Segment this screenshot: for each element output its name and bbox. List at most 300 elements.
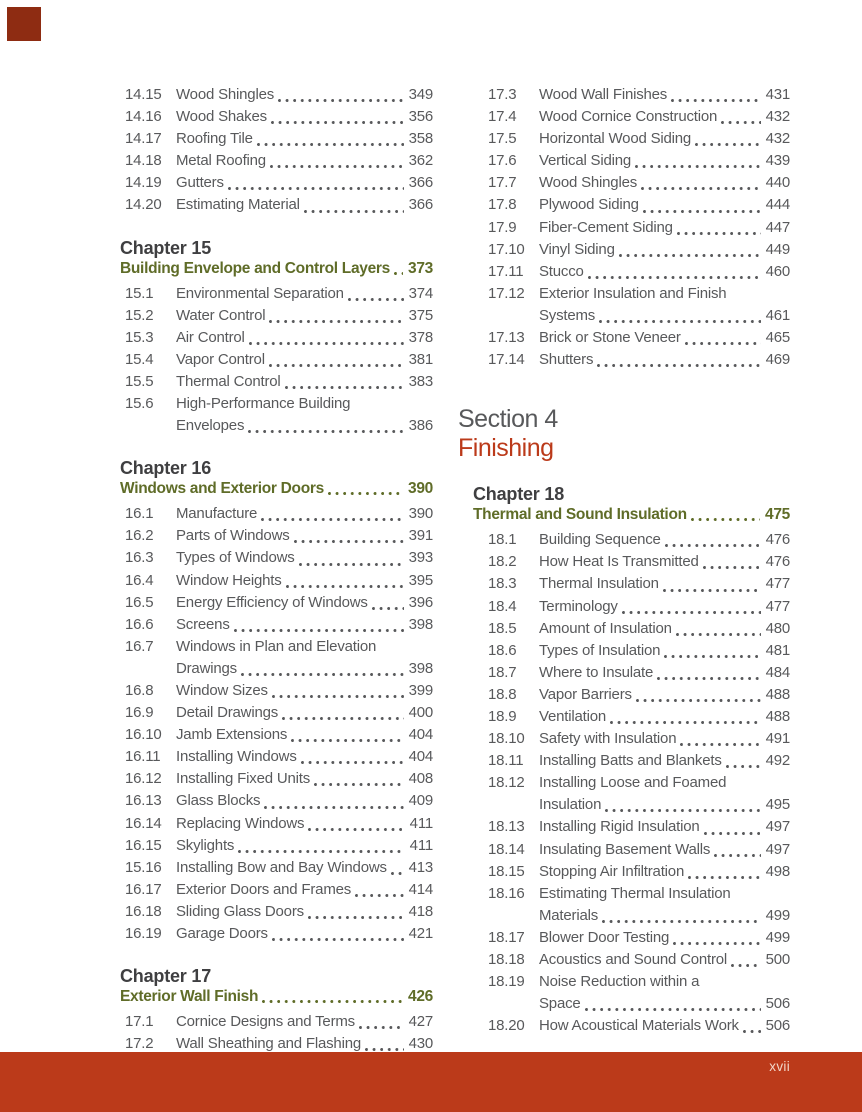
entry-line	[539, 1015, 790, 1037]
entry-body	[176, 813, 433, 835]
toc-entry	[125, 570, 433, 592]
leader-dots	[357, 1011, 406, 1033]
entry-body	[176, 1011, 433, 1033]
entry-list	[473, 84, 790, 371]
leader-dots	[662, 640, 762, 662]
entry-line	[176, 503, 433, 525]
entry-title: Detail Drawings	[176, 704, 279, 722]
leader-dots	[586, 261, 763, 283]
entry-number: 16.9	[125, 704, 154, 722]
entry-body	[176, 790, 433, 812]
toc-entry	[125, 194, 433, 216]
entry-number: 15.4	[125, 350, 154, 368]
entry-line	[176, 570, 433, 592]
entry-page: 497	[765, 840, 790, 858]
entry-title: Brick or Stone Veneer	[539, 329, 681, 347]
entry-line	[539, 349, 790, 371]
chapter-page: 390	[408, 480, 433, 498]
entry-page: 476	[765, 531, 790, 549]
entry-title: Roofing Tile	[176, 130, 253, 148]
entry-line	[176, 702, 433, 724]
chapter-title-line	[120, 986, 433, 1008]
toc-entry	[125, 305, 433, 327]
entry-page: 449	[765, 240, 790, 258]
entry-line	[539, 861, 790, 883]
entry-line	[539, 261, 790, 283]
toc-entry	[125, 283, 433, 305]
toc-entry	[488, 618, 790, 640]
leader-dots	[674, 618, 763, 640]
entry-line	[176, 680, 433, 702]
chapter-title: Windows and Exterior Doors	[120, 480, 324, 498]
toc-entry	[488, 728, 790, 750]
entry-line	[176, 746, 433, 768]
entry-title: Noise Reduction within a	[539, 973, 700, 991]
entry-page: 395	[408, 571, 433, 589]
entry-page: 440	[765, 174, 790, 192]
entry-body	[176, 84, 433, 106]
entry-number: 15.3	[125, 328, 154, 346]
toc-entry	[488, 283, 790, 327]
entry-line	[176, 371, 433, 393]
leader-dots	[655, 662, 762, 684]
toc-entry	[125, 724, 433, 746]
entry-body	[176, 680, 433, 702]
leader-dots	[302, 194, 406, 216]
toc-entry	[488, 261, 790, 283]
leader-dots	[686, 861, 762, 883]
entry-page: 465	[765, 329, 790, 347]
leader-dots	[269, 106, 406, 128]
entry-title: High-Performance Building	[176, 395, 351, 413]
entry-body	[176, 150, 433, 172]
entry-page: 476	[765, 553, 790, 571]
entry-number: 17.8	[488, 196, 517, 214]
entry-title-line2: Materials	[539, 906, 599, 924]
toc-entry	[125, 768, 433, 790]
section-header	[458, 405, 790, 463]
entry-number: 17.13	[488, 329, 525, 347]
entry-page: 396	[408, 593, 433, 611]
entry-page: 477	[765, 597, 790, 615]
entry-body	[539, 128, 790, 150]
leader-dots	[270, 923, 406, 945]
entry-title-line2: Envelopes	[176, 417, 245, 435]
entry-page: 469	[765, 351, 790, 369]
entry-title: Installing Windows	[176, 748, 297, 766]
entry-page: 374	[408, 284, 433, 302]
entry-body	[539, 839, 790, 861]
chapter-label: Chapter 17	[120, 966, 212, 987]
entry-body	[176, 879, 433, 901]
entry-number: 18.11	[488, 752, 524, 770]
entry-line	[539, 728, 790, 750]
entry-line	[176, 150, 433, 172]
entry-page: 499	[765, 928, 790, 946]
chapter-title: Thermal and Sound Insulation	[473, 506, 687, 524]
entry-page: 404	[408, 748, 433, 766]
entry-title: How Acoustical Materials Work	[539, 1017, 739, 1035]
toc-entry	[488, 84, 790, 106]
toc-entry	[488, 839, 790, 861]
toc-entry	[488, 949, 790, 971]
entry-body	[176, 570, 433, 592]
entry-page: 461	[765, 306, 790, 324]
leader-dots	[702, 816, 763, 838]
entry-title: Parts of Windows	[176, 527, 290, 545]
entry-line	[539, 684, 790, 706]
entry-title: Stucco	[539, 262, 584, 280]
entry-title: Wood Cornice Construction	[539, 108, 718, 126]
leader-dots	[693, 128, 762, 150]
entry-title: Metal Roofing	[176, 152, 266, 170]
entry-body	[176, 746, 433, 768]
toc-entry	[125, 901, 433, 923]
entry-page: 386	[408, 417, 433, 435]
entry-line	[539, 327, 790, 349]
entry-body	[176, 327, 433, 349]
entry-title-continuation	[539, 794, 790, 816]
entry-page: 381	[408, 350, 433, 368]
entry-page: 391	[408, 527, 433, 545]
entry-body	[176, 172, 433, 194]
entry-number: 16.14	[125, 814, 162, 832]
entry-title: Cornice Designs and Terms	[176, 1013, 355, 1031]
entry-body	[176, 128, 433, 150]
entry-number: 17.10	[488, 240, 525, 258]
page-folio: xvii	[769, 1059, 790, 1074]
entry-line	[176, 901, 433, 923]
toc-entry	[488, 128, 790, 150]
leader-dots	[259, 503, 405, 525]
entry-number: 17.5	[488, 130, 517, 148]
toc-entry	[125, 349, 433, 371]
entry-page: 480	[765, 619, 790, 637]
toc-entry	[488, 1015, 790, 1037]
entry-page: 356	[408, 108, 433, 126]
entry-page: 500	[765, 951, 790, 968]
toc-entry	[125, 371, 433, 393]
entry-title-continuation	[176, 415, 433, 437]
entry-title: Fiber-Cement Siding	[539, 218, 673, 236]
entry-page: 411	[409, 814, 433, 832]
entry-page: 408	[408, 770, 433, 788]
entry-number: 18.14	[488, 840, 525, 858]
entry-line	[539, 927, 790, 949]
entry-number: 14.16	[125, 108, 162, 126]
leader-dots	[353, 879, 406, 901]
entry-title: Thermal Insulation	[539, 575, 659, 593]
leader-dots	[719, 106, 762, 128]
entry-number: 14.15	[125, 86, 162, 103]
entry-page: 488	[765, 707, 790, 725]
leader-dots	[603, 794, 762, 816]
leader-dots	[283, 371, 406, 393]
entry-title-line2: Systems	[539, 306, 596, 324]
entry-number: 18.1	[488, 531, 517, 549]
entry-page: 460	[765, 262, 790, 280]
entry-line	[539, 150, 790, 172]
entry-body	[176, 835, 433, 857]
entry-number: 16.11	[125, 748, 161, 766]
entry-page: 383	[408, 372, 433, 390]
entry-title-line2: Space	[539, 995, 581, 1013]
leader-dots	[276, 84, 406, 106]
entry-title: Plywood Siding	[539, 196, 639, 214]
entry-title: Wood Wall Finishes	[539, 86, 668, 103]
entry-line	[176, 614, 433, 636]
entry-number: 16.1	[125, 505, 154, 523]
entry-page: 366	[408, 196, 433, 214]
entry-line	[176, 327, 433, 349]
entry-title: Vapor Control	[176, 350, 265, 368]
entry-body	[176, 724, 433, 746]
entry-line	[176, 128, 433, 150]
toc-entry	[125, 84, 433, 106]
entry-body	[176, 857, 433, 879]
entry-title: Glass Blocks	[176, 792, 261, 810]
leader-dots	[608, 706, 763, 728]
entry-title: Vertical Siding	[539, 152, 632, 170]
leader-dots	[267, 305, 405, 327]
entry-page: 506	[765, 995, 790, 1013]
toc-entry	[488, 706, 790, 728]
leader-dots	[389, 857, 406, 879]
entry-line	[539, 217, 790, 239]
toc-entry	[488, 327, 790, 349]
entry-line	[176, 790, 433, 812]
entry-line	[539, 839, 790, 861]
leader-dots	[661, 573, 763, 595]
leader-dots	[270, 680, 406, 702]
entry-body	[176, 702, 433, 724]
leader-dots	[284, 570, 406, 592]
toc-entry	[488, 927, 790, 949]
footer-bar	[0, 1052, 862, 1112]
entry-body	[539, 750, 790, 772]
entry-title: Window Heights	[176, 571, 282, 589]
entry-body	[176, 106, 433, 128]
leader-dots	[297, 547, 406, 569]
entry-number: 17.9	[488, 218, 517, 236]
entry-title: Skylights	[176, 836, 235, 854]
entry-body	[176, 194, 433, 216]
entry-title: Installing Batts and Blankets	[539, 752, 722, 770]
entry-body	[539, 706, 790, 728]
entry-number: 18.12	[488, 774, 525, 792]
entry-page: 399	[408, 681, 433, 699]
toc-entry	[125, 503, 433, 525]
toc-entry	[125, 857, 433, 879]
entry-number: 16.7	[125, 637, 154, 655]
section-label: Section 4	[458, 405, 558, 434]
leader-dots	[292, 525, 406, 547]
toc-entry	[488, 750, 790, 772]
entry-title: Replacing Windows	[176, 814, 305, 832]
entry-title: Environmental Separation	[176, 284, 344, 302]
entry-line	[176, 547, 433, 569]
entry-number: 16.5	[125, 593, 154, 611]
leader-dots	[246, 415, 405, 437]
entry-number: 16.15	[125, 836, 162, 854]
entry-title: Air Control	[176, 328, 245, 346]
leader-dots	[260, 986, 405, 1008]
entry-body	[539, 194, 790, 216]
entry-number: 17.14	[488, 351, 525, 369]
entry-title: Installing Loose and Foamed	[539, 774, 727, 792]
entry-title: Vapor Barriers	[539, 685, 632, 703]
entry-title: Energy Efficiency of Windows	[176, 593, 368, 611]
entry-number: 16.4	[125, 571, 154, 589]
entry-body	[539, 529, 790, 551]
leader-dots	[247, 327, 406, 349]
entry-title: Estimating Material	[176, 196, 300, 214]
entry-number: 18.19	[488, 973, 525, 991]
toc-entry	[125, 636, 433, 680]
entry-title: Windows in Plan and Elevation	[176, 637, 377, 655]
entry-page: 421	[408, 925, 433, 942]
entry-body	[176, 525, 433, 547]
toc-column-right	[458, 84, 790, 1037]
entry-number: 17.2	[125, 1035, 154, 1053]
leader-dots	[226, 172, 406, 194]
toc-entry	[488, 971, 790, 1015]
entry-body	[539, 883, 790, 927]
entry-number: 18.8	[488, 685, 517, 703]
entry-page: 439	[765, 152, 790, 170]
entry-number: 17.11	[488, 262, 524, 280]
entry-page: 484	[765, 663, 790, 681]
entry-number: 18.20	[488, 1017, 525, 1035]
entry-line	[176, 1011, 433, 1033]
entry-page: 499	[765, 906, 790, 924]
chapter-label: Chapter 18	[473, 484, 565, 505]
entry-title-continuation	[539, 305, 790, 327]
entry-title: Types of Windows	[176, 549, 295, 567]
entry-body	[176, 371, 433, 393]
entry-body	[539, 217, 790, 239]
entry-body	[539, 949, 790, 971]
entry-title: Insulating Basement Walls	[539, 840, 711, 858]
entry-number: 18.6	[488, 641, 517, 659]
toc-entry	[125, 680, 433, 702]
entry-title: Wall Sheathing and Flashing	[176, 1035, 361, 1053]
leader-dots	[236, 835, 406, 857]
entry-line	[539, 949, 790, 971]
leader-dots	[663, 529, 763, 551]
toc-column-left	[120, 84, 433, 1055]
entry-number: 16.19	[125, 925, 162, 942]
entry-number: 15.16	[125, 858, 162, 876]
toc-entry	[488, 349, 790, 371]
entry-title-continuation	[176, 658, 433, 680]
chapter-label: Chapter 16	[120, 458, 212, 479]
toc-entry	[488, 816, 790, 838]
entry-line	[539, 816, 790, 838]
entry-number: 14.19	[125, 174, 162, 192]
entry-title: Shutters	[539, 351, 594, 369]
entry-page: 409	[408, 792, 433, 810]
entry-line	[539, 618, 790, 640]
leader-dots	[306, 813, 406, 835]
leader-dots	[729, 949, 763, 971]
entry-number: 16.13	[125, 792, 162, 810]
entry-page: 432	[765, 130, 790, 148]
entry-body	[176, 547, 433, 569]
entry-line	[176, 879, 433, 901]
toc-entry	[125, 327, 433, 349]
entry-number: 18.3	[488, 575, 517, 593]
entry-page: 497	[765, 818, 790, 836]
leader-dots	[617, 239, 763, 261]
entry-number: 18.9	[488, 707, 517, 725]
entry-page: 349	[408, 86, 433, 103]
toc-entry	[488, 172, 790, 194]
entry-title: Stopping Air Infiltration	[539, 862, 685, 880]
toc-entry	[125, 172, 433, 194]
entry-body	[539, 816, 790, 838]
section-name: Finishing	[458, 434, 554, 463]
chapter-block	[120, 238, 433, 438]
entry-page: 358	[408, 130, 433, 148]
toc-entry	[488, 106, 790, 128]
entry-line	[539, 596, 790, 618]
entry-page: 427	[408, 1013, 433, 1031]
leader-dots	[633, 150, 763, 172]
entry-body	[176, 305, 433, 327]
entry-number: 16.10	[125, 726, 162, 744]
entry-title: Manufacture	[176, 505, 258, 523]
entry-line	[539, 662, 790, 684]
toc-entry	[488, 883, 790, 927]
entry-page: 447	[765, 218, 790, 236]
toc-entry	[125, 813, 433, 835]
entry-page: 400	[408, 704, 433, 722]
entry-title: Safety with Insulation	[539, 730, 677, 748]
leader-dots	[741, 1015, 763, 1037]
entry-number: 16.12	[125, 770, 162, 788]
toc-entry	[125, 614, 433, 636]
entry-number: 14.18	[125, 152, 162, 170]
entry-page: 495	[765, 796, 790, 814]
entry-page: 393	[408, 549, 433, 567]
entry-number: 18.18	[488, 951, 525, 968]
entry-body	[176, 768, 433, 790]
corner-accent-square	[7, 7, 41, 41]
entry-line	[539, 706, 790, 728]
entry-line	[539, 573, 790, 595]
entry-page: 506	[765, 1017, 790, 1035]
entry-number: 15.6	[125, 395, 154, 413]
entry-line	[176, 768, 433, 790]
entry-body	[539, 106, 790, 128]
entry-body	[539, 573, 790, 595]
leader-dots	[639, 172, 763, 194]
toc-entry	[125, 592, 433, 614]
toc-entry	[125, 393, 433, 437]
entry-body	[176, 923, 433, 945]
entry-body	[539, 861, 790, 883]
entry-page: 430	[408, 1035, 433, 1053]
entry-number: 17.1	[125, 1013, 154, 1031]
leader-dots	[326, 478, 405, 500]
toc-entry	[125, 790, 433, 812]
entry-line	[176, 283, 433, 305]
entry-page: 375	[408, 306, 433, 324]
toc-entry	[125, 1011, 433, 1033]
entry-body	[539, 640, 790, 662]
entry-title: Types of Insulation	[539, 641, 661, 659]
